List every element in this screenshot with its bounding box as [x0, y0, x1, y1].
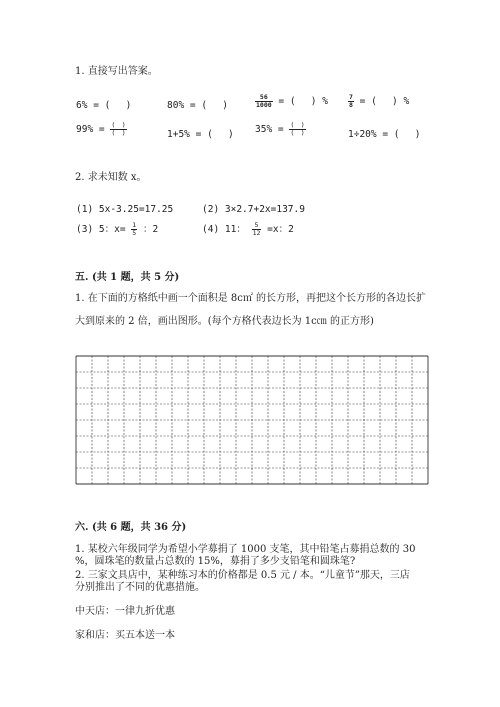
section6-q2-line1: 2. 三家文具店中，某种练习本的价格都是 0.5 元 / 本。“儿童节”那天，三店 — [75, 570, 410, 581]
equation-text: ：2 — [142, 224, 159, 235]
q1-title: 1. 直接写出答案。 — [75, 66, 158, 77]
section6-shop-zhongtian: 中天店：一律九折优惠 — [75, 606, 175, 617]
section6-heading: 六. (共 6 题，共 36 分) — [75, 522, 187, 533]
section6-q1-line1: 1. 某校六年级同学为希望小学募捐了 1000 支笔，其中铅笔占募捐总数的 30 — [75, 544, 416, 555]
fraction — [348, 94, 354, 109]
q2-equation-3 — [76, 221, 158, 237]
equation-text: =x：2 — [267, 224, 294, 235]
q1-item-1plus5pct — [167, 126, 234, 140]
section5-question-line1: 1. 在下面的方格纸中画一个面积是 8c㎡ 的长方形，再把这个长方形的各边长扩 — [75, 293, 427, 304]
section6-q1-line2: %，圆珠笔的数量占总数的 15%，募捐了多少支铅笔和圆珠笔? — [75, 556, 356, 567]
q1-item-answer: = ( ) — [189, 100, 229, 111]
fraction-denominator: 1000 — [256, 101, 272, 109]
fraction-denominator: 12 — [252, 229, 261, 237]
q2-equation-4 — [202, 221, 294, 237]
fraction — [252, 222, 262, 237]
q1-item-7-8 — [348, 93, 409, 109]
q1-item-1div20pct — [348, 126, 420, 140]
grid-paper[interactable] — [75, 350, 429, 492]
q2-title: 2. 求未知数 x。 — [75, 172, 147, 183]
fraction — [131, 222, 137, 237]
q1-item-99pct — [76, 122, 127, 137]
section6-q2-line2: 分别推出了不同的优惠措施。 — [75, 582, 205, 593]
fraction-numerator: 5 — [252, 222, 262, 230]
fraction-numerator: 1 — [132, 221, 137, 229]
q1-item-text: 80% — [167, 100, 185, 111]
q1-item-56-1000 — [255, 93, 328, 109]
fraction-denominator: ( ) — [290, 129, 305, 137]
section5-question-line2: 大到原来的 2 倍，画出图形。(每个方格代表边长为 1c㎝ 的正方形) — [75, 316, 374, 327]
fraction — [110, 122, 126, 137]
equation-text: (4) 11： — [202, 224, 246, 235]
fraction-numerator: 56 — [255, 94, 273, 102]
equation-text: (3) 5：x= — [76, 224, 126, 235]
q1-item-eq: = — [277, 124, 284, 135]
fraction-denominator: 5 — [132, 229, 137, 237]
q1-item-text: 35% — [255, 124, 273, 135]
q1-item-answer: = ( ) — [382, 129, 421, 140]
q2-equation-2: (2) 3×2.7+2x=137.9 — [202, 204, 305, 215]
q1-item-text: 6% — [76, 100, 88, 111]
q1-item-text: 1+5% — [167, 129, 190, 140]
q2-equation-1: (1) 5x-3.25=17.25 — [76, 204, 174, 215]
q1-item-35pct — [255, 122, 306, 137]
q1-item-answer: = ( ) % — [359, 96, 410, 107]
q1-item-answer: = ( ) — [195, 129, 234, 140]
section6-shop-jiahe: 家和店：买五本送一本 — [75, 630, 175, 641]
fraction-numerator: ( ) — [290, 121, 305, 129]
q1-item-80pct — [167, 97, 228, 111]
fraction-denominator: ( ) — [111, 129, 126, 137]
fraction-numerator: 7 — [349, 93, 353, 101]
fraction-numerator: ( ) — [111, 121, 126, 129]
fraction — [289, 122, 305, 137]
q1-item-6pct — [76, 97, 131, 111]
section5-heading: 五. (共 1 题，共 5 分) — [75, 272, 180, 283]
q1-item-text: 99% — [76, 124, 94, 135]
fraction — [255, 94, 273, 109]
q1-item-eq: = — [98, 124, 105, 135]
fraction-denominator: 8 — [349, 101, 353, 109]
q1-item-answer: = ( ) — [93, 100, 132, 111]
q1-item-answer: = ( ) % — [278, 96, 328, 107]
q1-item-text: 1÷20% — [348, 129, 377, 140]
